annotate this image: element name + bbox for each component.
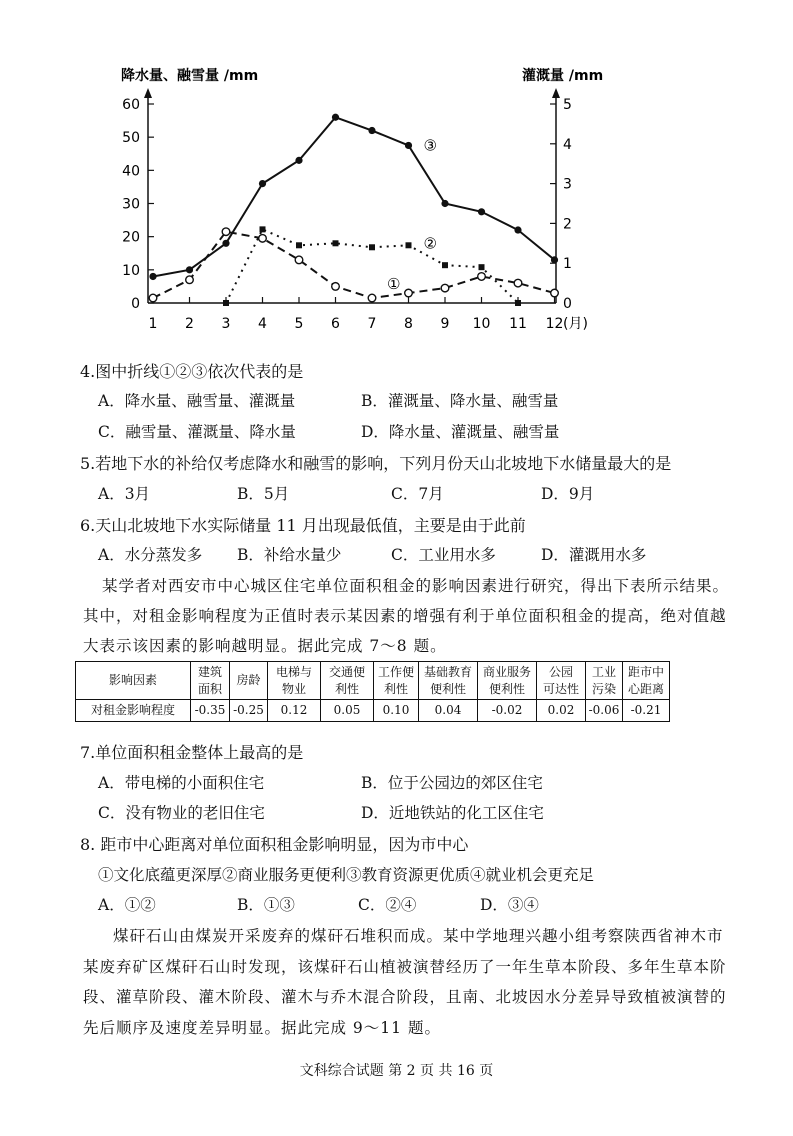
- data-point: [295, 256, 303, 264]
- q4-stem: 4.图中折线①②③依次代表的是: [80, 362, 304, 381]
- q5-option-b: B．5月: [237, 485, 290, 503]
- q8-option-b: B．①③: [237, 896, 295, 914]
- data-point: [149, 273, 156, 280]
- data-point: [406, 242, 412, 248]
- data-point: [479, 264, 485, 270]
- left-ticks: [122, 97, 154, 312]
- data-point: [442, 262, 448, 268]
- table-header-label: 影响因素: [76, 662, 191, 700]
- data-point: [222, 228, 230, 236]
- q7-option-c: C．没有物业的老旧住宅: [98, 804, 265, 822]
- x-tick-label: 12: [545, 316, 564, 332]
- table-row: [76, 700, 670, 722]
- intro2-line-1: 煤矸石山由煤炭开采废弃的煤矸石堆积而成。某中学地理兴趣小组考察陕西省神木市: [113, 927, 724, 945]
- x-tick-label: 10: [472, 316, 491, 332]
- table-cell: 0.10: [374, 700, 419, 722]
- factor-name-line1: 商业服务: [482, 664, 531, 679]
- q7-option-a: A．带电梯的小面积住宅: [98, 774, 265, 792]
- factor-name-line1: 公园: [548, 664, 573, 679]
- x-tick-label: 5: [294, 316, 304, 332]
- table-cell: 0.05: [321, 700, 374, 722]
- intro2-line-3: 段、灌草阶段、灌木阶段、灌木与乔木混合阶段，且南、北坡因水分差异导致植被演替的: [83, 988, 727, 1006]
- q5-option-a: A．3月: [98, 485, 151, 503]
- table-cell: 0.04: [419, 700, 478, 722]
- data-point: [296, 242, 302, 248]
- factor-name-line2: 污染: [591, 681, 616, 696]
- right-tick-label: 3: [563, 176, 572, 193]
- table-cell: -0.25: [230, 700, 268, 722]
- series-label: ①: [387, 275, 401, 294]
- data-point: [259, 235, 267, 243]
- table-header-cell: [623, 662, 670, 700]
- right-tick-label: 5: [563, 97, 572, 113]
- line-chart: [0, 0, 793, 340]
- chart-axes: [144, 88, 560, 303]
- q5-stem: 5.若地下水的补给仅考虑降水和融雪的影响，下列月份天山北坡地下水储量最大的是: [80, 454, 672, 473]
- right-axis-arrow-icon: [552, 88, 560, 98]
- left-tick-label: 0: [131, 296, 140, 312]
- data-point: [514, 279, 522, 287]
- q6-option-d: D．灌溉用水多: [541, 546, 647, 564]
- series-layer: [149, 114, 558, 306]
- factor-name-line2: 心距离: [627, 681, 664, 696]
- data-point: [186, 276, 194, 284]
- series-labels: [387, 136, 437, 293]
- left-tick-label: 30: [122, 196, 140, 213]
- table-cell: -0.06: [586, 700, 623, 722]
- table-header-cell: [478, 662, 537, 700]
- q5-option-c: C．7月: [391, 485, 444, 503]
- right-axis-label: 灌溉量 /mm: [522, 68, 604, 84]
- data-point: [186, 266, 193, 273]
- factor-name-line1: 工作便: [377, 664, 414, 679]
- table-header-cell: [374, 662, 419, 700]
- data-point: [149, 294, 157, 302]
- data-point: [478, 208, 485, 215]
- intro2-line-4: 先后顺序及速度差异明显。据此完成 9～11 题。: [83, 1019, 441, 1037]
- q8-statements: ①文化底蕴更深厚②商业服务更便利③教育资源更优质④就业机会更充足: [98, 866, 595, 884]
- data-point: [295, 157, 302, 164]
- data-point: [259, 180, 266, 187]
- intro1-line-1: 某学者对西安市中心城区住宅单位面积租金的影响因素进行研究，得出下表所示结果。: [102, 577, 730, 595]
- factor-name-line2: 物业: [281, 681, 306, 696]
- table-header-cell: [191, 662, 230, 700]
- factor-name-line2: 便利性: [488, 681, 525, 696]
- series-2-irrigation-line: [226, 229, 518, 303]
- q7-option-d: D．近地铁站的化工区住宅: [361, 804, 544, 822]
- q8-stem: 8. 距市中心距离对单位面积租金影响明显，因为市中心: [80, 835, 469, 854]
- x-tick-label: 7: [367, 316, 377, 332]
- q7-stem: 7.单位面积租金整体上最高的是: [80, 743, 304, 762]
- factor-name-line2: 利性: [334, 681, 359, 696]
- table-cell: 0.02: [537, 700, 586, 722]
- factor-name-line1: 交通便: [328, 664, 365, 679]
- left-axis-label: 降水量、融雪量 /mm: [121, 68, 259, 84]
- left-tick-label: 20: [122, 229, 140, 246]
- left-tick-label: 10: [122, 262, 140, 279]
- right-tick-label: 2: [563, 216, 572, 233]
- series-1-snowmelt-line: [153, 232, 555, 298]
- data-point: [551, 289, 559, 297]
- table-header-cell: [537, 662, 586, 700]
- factor-name-line1: 工业: [591, 664, 616, 679]
- data-point: [551, 256, 558, 263]
- x-tick-label: 1: [148, 316, 158, 332]
- factor-name-line2: 便利性: [429, 681, 466, 696]
- q6-option-a: A．水分蒸发多: [98, 546, 203, 564]
- x-tick-label: 8: [404, 316, 413, 332]
- data-point: [332, 283, 340, 291]
- table-header-cell: [230, 662, 268, 700]
- q8-option-a: A．①②: [98, 896, 156, 914]
- factor-name-line1: 建筑: [197, 664, 222, 679]
- x-tick-label: 4: [258, 316, 267, 332]
- data-point: [478, 273, 486, 281]
- series-label: ③: [423, 136, 437, 155]
- data-point: [332, 114, 339, 121]
- table-header-cell: [321, 662, 374, 700]
- table-cell: 0.12: [268, 700, 321, 722]
- right-ticks: [550, 97, 572, 312]
- q4-option-a: A．降水量、融雪量、灌溉量: [98, 392, 296, 410]
- q7-option-b: B．位于公园边的郊区住宅: [361, 774, 543, 792]
- table-header-cell: [268, 662, 321, 700]
- x-tick-label: 11: [509, 316, 527, 332]
- q5-option-d: D．9月: [541, 485, 595, 503]
- table-header-row: [76, 662, 670, 700]
- data-point: [223, 300, 229, 306]
- factor-table: [75, 661, 670, 722]
- x-axis-unit: (月): [563, 316, 588, 332]
- data-point: [333, 240, 339, 246]
- x-tick-label: 6: [331, 316, 340, 332]
- left-tick-label: 40: [122, 163, 140, 180]
- data-point: [441, 200, 448, 207]
- q8-option-c: C．②④: [358, 896, 417, 914]
- series-label: ②: [423, 234, 437, 253]
- q6-option-c: C．工业用水多: [391, 546, 496, 564]
- table-cell: -0.35: [191, 700, 230, 722]
- data-point: [514, 226, 521, 233]
- data-point: [368, 127, 375, 134]
- table-header-cell: [586, 662, 623, 700]
- right-tick-label: 4: [563, 136, 572, 153]
- intro1-line-3: 大表示该因素的影响越明显。据此完成 7～8 题。: [83, 637, 447, 655]
- data-point: [405, 289, 413, 297]
- data-point: [369, 244, 375, 250]
- page-footer: 文科综合试题 第 2 页 共 16 页: [299, 1063, 494, 1079]
- factor-name-line2: 面积: [197, 681, 222, 696]
- table-cell: -0.21: [623, 700, 670, 722]
- factor-name-line2: 利性: [383, 681, 408, 696]
- data-point: [368, 294, 376, 302]
- series-3-precipitation-line: [153, 117, 555, 276]
- table-header-cell: [419, 662, 478, 700]
- left-axis-arrow-icon: [144, 88, 152, 98]
- data-point: [515, 300, 521, 306]
- left-tick-label: 50: [122, 130, 140, 147]
- q6-stem: 6.天山北坡地下水实际储量 11 月出现最低值，主要是由于此前: [80, 516, 526, 535]
- intro2-line-2: 某废弃矿区煤矸石山时发现，该煤矸石山植被演替经历了一年生草本阶段、多年生草本阶: [83, 958, 727, 976]
- table-cell: -0.02: [478, 700, 537, 722]
- q4-option-c: C．融雪量、灌溉量、降水量: [98, 423, 296, 441]
- factor-name-line1: 房龄: [236, 673, 261, 687]
- x-tick-label: 3: [221, 316, 231, 332]
- q8-option-d: D．③④: [480, 896, 539, 914]
- factor-name-line1: 距市中: [627, 664, 664, 679]
- left-tick-label: 60: [122, 97, 140, 113]
- table-row-label: 对租金影响程度: [76, 700, 191, 722]
- factor-name-line1: 电梯与: [275, 664, 312, 679]
- x-tick-label: 9: [440, 316, 450, 332]
- data-point: [405, 142, 412, 149]
- q4-option-d: D．降水量、灌溉量、融雪量: [361, 423, 560, 441]
- right-tick-label: 0: [563, 296, 572, 312]
- intro1-line-2: 其中，对租金影响程度为正值时表示某因素的增强有利于单位面积租金的提高，绝对值越: [83, 607, 727, 625]
- data-point: [222, 240, 229, 247]
- factor-name-line2: 可达性: [542, 681, 579, 696]
- data-point: [260, 226, 266, 232]
- factor-name-line1: 基础教育: [423, 664, 472, 679]
- data-point: [441, 284, 449, 292]
- right-tick-label: 1: [563, 256, 572, 273]
- x-tick-label: 2: [185, 316, 194, 332]
- q4-option-b: B．灌溉量、降水量、融雪量: [361, 392, 559, 410]
- q6-option-b: B．补给水量少: [237, 546, 342, 564]
